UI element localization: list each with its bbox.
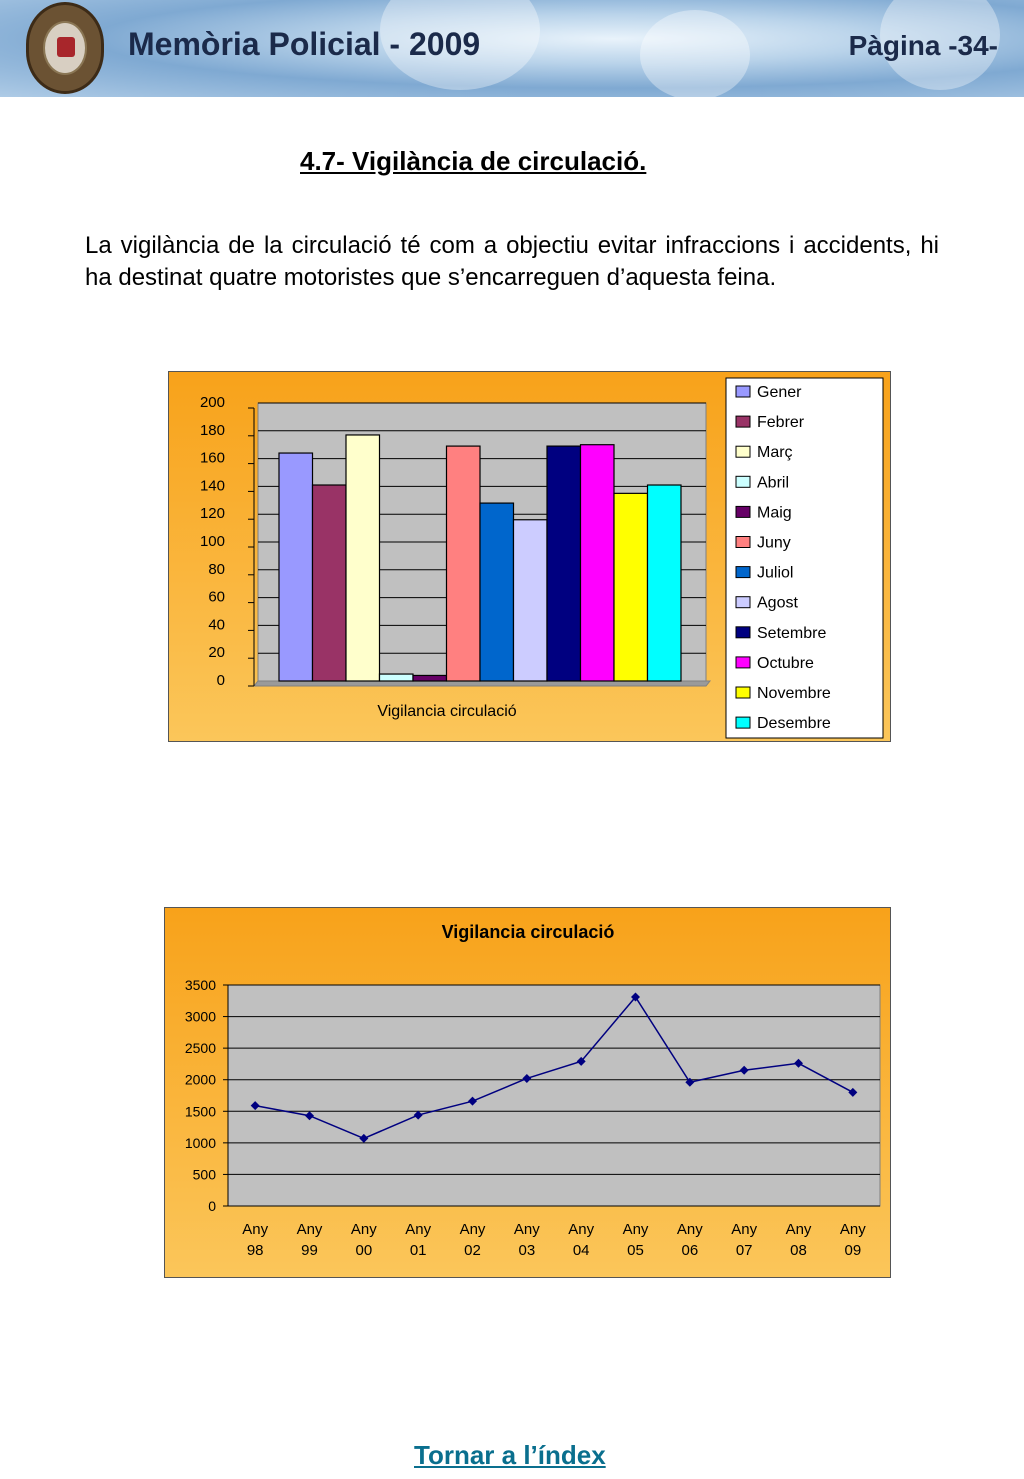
y-tick-label: 1000 xyxy=(184,1134,216,1151)
chart-title: Vigilancia circulació xyxy=(441,922,615,942)
y-tick-label: 200 xyxy=(199,394,225,411)
legend-label: Gener xyxy=(757,384,802,401)
x-tick-label: Any xyxy=(459,1221,486,1238)
intro-paragraph: La vigilància de la circulació té com a objectiu evitar infraccions i accidents, hi ha destinat quatre motoristes que s’encarreguen d’aquesta feina. xyxy=(85,232,939,291)
y-tick-label: 500 xyxy=(192,1166,216,1183)
x-tick-label: 04 xyxy=(572,1242,590,1259)
x-tick-label: Any xyxy=(350,1221,377,1238)
y-tick-label: 80 xyxy=(208,560,225,578)
x-tick-label: Any xyxy=(405,1221,432,1238)
y-tick-label: 100 xyxy=(199,533,225,550)
monthly-bar-chart xyxy=(168,371,891,742)
y-tick-label: 2000 xyxy=(184,1071,216,1088)
legend-label: Juliol xyxy=(757,564,794,582)
y-tick-label: 60 xyxy=(208,588,225,606)
bar-chart-svg xyxy=(169,372,890,741)
x-tick-label: 98 xyxy=(246,1242,264,1259)
legend-label: Desembre xyxy=(757,715,831,733)
legend-label: Febrer xyxy=(757,414,805,432)
legend-label: Març xyxy=(757,444,793,462)
y-tick-label: 3500 xyxy=(184,977,216,993)
legend-label: Juny xyxy=(757,534,791,552)
header-decoration xyxy=(640,10,750,100)
legend-label: Agost xyxy=(757,594,798,612)
x-tick-label: Any xyxy=(676,1221,703,1238)
legend-swatch xyxy=(736,476,750,487)
legend-swatch xyxy=(736,386,750,397)
legend-swatch xyxy=(736,687,750,698)
y-tick-label: 160 xyxy=(199,449,225,467)
legend-label: Novembre xyxy=(757,685,831,702)
legend-label: Setembre xyxy=(757,624,827,642)
bar-juliol xyxy=(480,503,514,681)
y-tick-label: 3000 xyxy=(184,1008,216,1025)
x-tick-label: Any xyxy=(731,1221,758,1238)
line-chart-svg xyxy=(165,908,890,1277)
badge-shield xyxy=(43,21,87,75)
page-header xyxy=(0,0,1024,97)
x-tick-label: 06 xyxy=(681,1242,699,1259)
page-number: Pàgina -34- xyxy=(848,30,998,61)
bar-març xyxy=(346,435,380,681)
y-tick-label: 0 xyxy=(216,672,225,689)
bar-gener xyxy=(279,453,313,681)
x-tick-label: Any xyxy=(242,1221,269,1238)
x-tick-label: 99 xyxy=(301,1242,318,1259)
x-tick-label: 02 xyxy=(464,1242,481,1259)
plot-area xyxy=(228,985,880,1206)
y-tick-label: 20 xyxy=(208,644,225,662)
legend-swatch xyxy=(736,416,750,427)
x-tick-label: 08 xyxy=(790,1242,807,1259)
x-tick-label: 00 xyxy=(355,1242,373,1259)
x-tick-label: Any xyxy=(513,1221,540,1238)
y-tick-label: 120 xyxy=(199,505,225,523)
legend-swatch xyxy=(736,657,750,668)
x-tick-label: 09 xyxy=(844,1242,862,1259)
x-tick-label: Any xyxy=(785,1221,812,1238)
x-tick-label: Any xyxy=(296,1221,323,1238)
police-badge-logo xyxy=(26,2,104,94)
x-category-label: Vigilancia circulació xyxy=(377,703,517,720)
x-tick-label: Any xyxy=(622,1221,649,1238)
legend-swatch xyxy=(736,627,750,638)
x-tick-label: 05 xyxy=(627,1242,644,1259)
x-tick-label: 07 xyxy=(735,1242,753,1259)
legend-label: Maig xyxy=(757,504,792,522)
yearly-line-chart xyxy=(164,907,891,1278)
x-tick-label: 03 xyxy=(518,1242,536,1259)
bar-octubre xyxy=(581,445,615,681)
y-tick-label: 140 xyxy=(199,477,225,495)
legend-swatch xyxy=(736,717,750,728)
plot-floor xyxy=(254,681,710,686)
legend-label: Octubre xyxy=(757,654,814,672)
y-tick-label: 2500 xyxy=(184,1040,216,1057)
bar-maig xyxy=(413,675,447,681)
chart-legend xyxy=(726,378,883,738)
bar-agost xyxy=(514,520,548,681)
bar-desembre xyxy=(648,485,682,681)
bar-juny xyxy=(447,446,481,681)
legend-label: Abril xyxy=(757,474,790,492)
bar-novembre xyxy=(614,493,648,681)
x-tick-label: Any xyxy=(839,1221,866,1238)
x-tick-label: 01 xyxy=(409,1242,427,1259)
legend-swatch xyxy=(736,567,750,578)
y-tick-label: 180 xyxy=(199,421,225,439)
y-tick-label: 1500 xyxy=(184,1103,216,1120)
document-title: Memòria Policial - 2009 xyxy=(128,26,481,62)
bar-setembre xyxy=(547,446,581,681)
legend-swatch xyxy=(736,597,750,608)
legend-swatch xyxy=(736,506,750,517)
section-title: 4.7- Vigilància de circulació. xyxy=(300,146,647,176)
bar-febrer xyxy=(313,485,347,681)
bar-abril xyxy=(380,674,414,681)
legend-swatch xyxy=(736,537,750,548)
y-tick-label: 40 xyxy=(208,616,225,634)
badge-emblem xyxy=(57,37,75,57)
x-tick-label: Any xyxy=(568,1221,595,1238)
legend-swatch xyxy=(736,446,750,457)
y-tick-label: 0 xyxy=(208,1198,216,1214)
back-to-index-link[interactable]: Tornar a l’índex xyxy=(414,1440,606,1470)
